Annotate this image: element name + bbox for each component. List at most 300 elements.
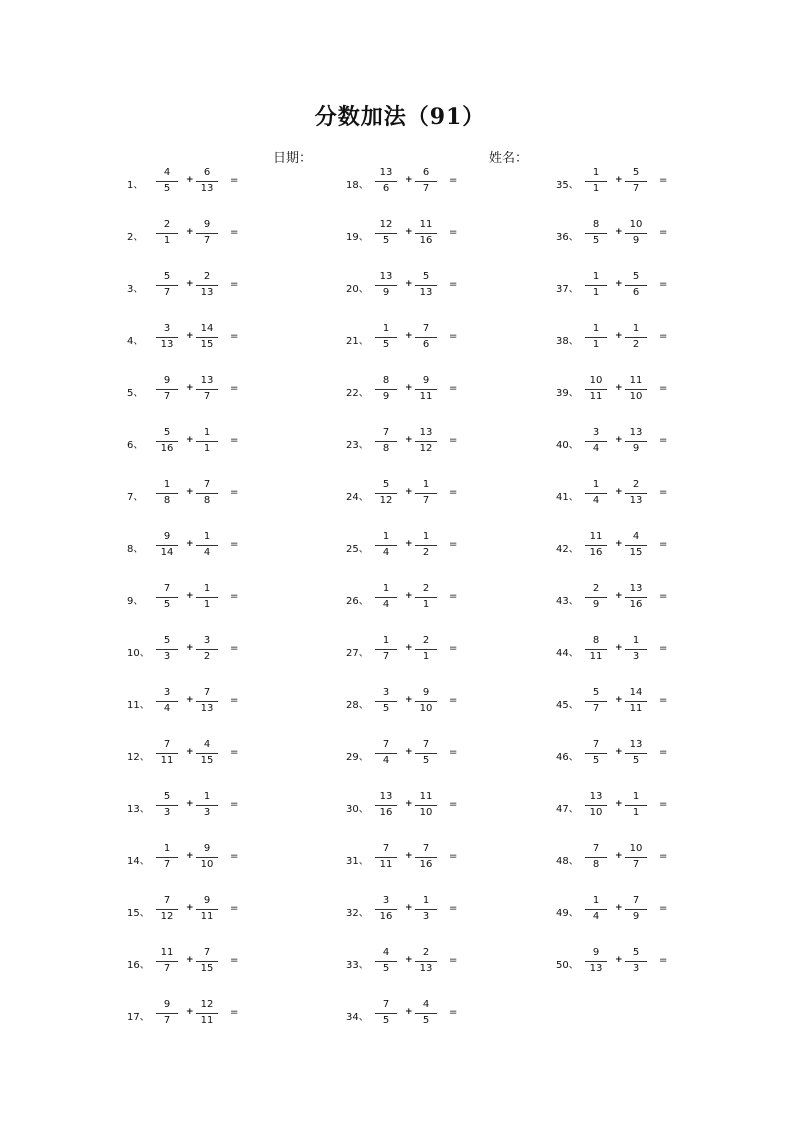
- denominator: 10: [419, 703, 433, 714]
- denominator: 5: [592, 235, 600, 246]
- problem-column-2: [346, 158, 526, 1042]
- fraction-bar: [375, 545, 397, 546]
- second-fraction: [625, 844, 647, 872]
- second-fraction: [415, 740, 437, 768]
- plus-sign: +: [186, 591, 194, 601]
- numerator: 7: [382, 427, 390, 438]
- fraction-bar: [585, 389, 607, 390]
- second-fraction: [415, 636, 437, 664]
- numerator: 1: [592, 323, 600, 334]
- denominator: 6: [422, 339, 430, 350]
- numerator: 1: [203, 531, 211, 542]
- second-fraction: [196, 324, 218, 352]
- equals-sign: =: [230, 851, 239, 862]
- equals-sign: =: [449, 903, 458, 914]
- fraction-bar: [375, 649, 397, 650]
- problem-number: 30、: [346, 804, 369, 815]
- problem-item: [346, 522, 526, 574]
- numerator: 7: [592, 843, 600, 854]
- second-fraction: [625, 220, 647, 248]
- equals-sign: =: [449, 695, 458, 706]
- denominator: 7: [163, 963, 171, 974]
- second-fraction: [625, 792, 647, 820]
- denominator: 9: [382, 287, 390, 298]
- equals-sign: =: [659, 851, 668, 862]
- problem-item: [346, 418, 526, 470]
- problem-item: [556, 678, 736, 730]
- first-fraction: [156, 1000, 178, 1028]
- second-fraction: [196, 532, 218, 560]
- first-fraction: [375, 272, 397, 300]
- denominator: 6: [632, 287, 640, 298]
- numerator: 13: [629, 739, 643, 750]
- plus-sign: +: [186, 1007, 194, 1017]
- fraction-bar: [375, 285, 397, 286]
- fraction-bar: [585, 441, 607, 442]
- first-fraction: [156, 376, 178, 404]
- numerator: 2: [203, 271, 211, 282]
- numerator: 7: [163, 739, 171, 750]
- denominator: 5: [632, 755, 640, 766]
- denominator: 8: [382, 443, 390, 454]
- fraction-bar: [196, 701, 218, 702]
- denominator: 1: [592, 339, 600, 350]
- numerator: 7: [632, 895, 640, 906]
- equals-sign: =: [449, 539, 458, 550]
- plus-sign: +: [186, 227, 194, 237]
- problem-item: [556, 574, 736, 626]
- fraction-bar: [625, 649, 647, 650]
- denominator: 14: [160, 547, 174, 558]
- fraction-bar: [196, 181, 218, 182]
- problem-number: 27、: [346, 648, 369, 659]
- second-fraction: [415, 272, 437, 300]
- second-fraction: [415, 532, 437, 560]
- fraction-bar: [625, 597, 647, 598]
- fraction-bar: [196, 857, 218, 858]
- numerator: 7: [592, 739, 600, 750]
- fraction-bar: [625, 337, 647, 338]
- numerator: 5: [422, 271, 430, 282]
- denominator: 4: [592, 911, 600, 922]
- denominator: 7: [632, 183, 640, 194]
- numerator: 13: [379, 791, 393, 802]
- plus-sign: +: [405, 903, 413, 913]
- denominator: 7: [203, 235, 211, 246]
- denominator: 5: [163, 599, 171, 610]
- problem-number: 32、: [346, 908, 369, 919]
- problem-number: 8、: [127, 544, 144, 555]
- plus-sign: +: [405, 227, 413, 237]
- equals-sign: =: [659, 175, 668, 186]
- denominator: 5: [163, 183, 171, 194]
- numerator: 9: [422, 375, 430, 386]
- first-fraction: [585, 584, 607, 612]
- plus-sign: +: [615, 279, 623, 289]
- fraction-bar: [196, 389, 218, 390]
- fraction-bar: [156, 285, 178, 286]
- fraction-bar: [415, 545, 437, 546]
- denominator: 1: [422, 599, 430, 610]
- second-fraction: [625, 480, 647, 508]
- numerator: 2: [163, 219, 171, 230]
- denominator: 4: [592, 495, 600, 506]
- fraction-bar: [375, 909, 397, 910]
- problem-item: [556, 522, 736, 574]
- fraction-bar: [585, 805, 607, 806]
- problem-number: 16、: [127, 960, 150, 971]
- plus-sign: +: [615, 383, 623, 393]
- problem-item: [127, 730, 307, 782]
- first-fraction: [375, 428, 397, 456]
- fraction-bar: [585, 649, 607, 650]
- first-fraction: [585, 740, 607, 768]
- fraction-bar: [585, 597, 607, 598]
- problem-number: 50、: [556, 960, 579, 971]
- numerator: 1: [382, 635, 390, 646]
- numerator: 2: [632, 479, 640, 490]
- numerator: 3: [382, 895, 390, 906]
- fraction-bar: [375, 701, 397, 702]
- first-fraction: [375, 1000, 397, 1028]
- numerator: 9: [422, 687, 430, 698]
- denominator: 8: [203, 495, 211, 506]
- problem-item: [346, 366, 526, 418]
- denominator: 3: [203, 807, 211, 818]
- equals-sign: =: [659, 227, 668, 238]
- numerator: 3: [382, 687, 390, 698]
- problem-column-3: [556, 158, 736, 990]
- problem-number: 5、: [127, 388, 144, 399]
- problem-number: 17、: [127, 1012, 150, 1023]
- equals-sign: =: [230, 175, 239, 186]
- first-fraction: [375, 792, 397, 820]
- first-fraction: [375, 220, 397, 248]
- numerator: 13: [379, 167, 393, 178]
- problem-item: [556, 886, 736, 938]
- numerator: 5: [632, 947, 640, 958]
- second-fraction: [196, 844, 218, 872]
- plus-sign: +: [615, 695, 623, 705]
- problem-number: 18、: [346, 180, 369, 191]
- numerator: 3: [163, 687, 171, 698]
- numerator: 5: [163, 271, 171, 282]
- denominator: 7: [203, 391, 211, 402]
- numerator: 3: [592, 427, 600, 438]
- fraction-bar: [585, 961, 607, 962]
- equals-sign: =: [230, 279, 239, 290]
- fraction-bar: [156, 805, 178, 806]
- fraction-bar: [585, 857, 607, 858]
- numerator: 1: [203, 427, 211, 438]
- first-fraction: [156, 948, 178, 976]
- problem-number: 46、: [556, 752, 579, 763]
- fraction-bar: [375, 597, 397, 598]
- second-fraction: [415, 844, 437, 872]
- equals-sign: =: [449, 279, 458, 290]
- numerator: 7: [163, 583, 171, 594]
- numerator: 1: [163, 843, 171, 854]
- fraction-bar: [415, 597, 437, 598]
- numerator: 5: [163, 791, 171, 802]
- numerator: 8: [382, 375, 390, 386]
- fraction-bar: [156, 441, 178, 442]
- fraction-bar: [625, 753, 647, 754]
- fraction-bar: [156, 909, 178, 910]
- numerator: 9: [203, 219, 211, 230]
- equals-sign: =: [230, 539, 239, 550]
- plus-sign: +: [186, 643, 194, 653]
- numerator: 8: [592, 635, 600, 646]
- first-fraction: [156, 428, 178, 456]
- denominator: 9: [632, 235, 640, 246]
- denominator: 15: [200, 339, 214, 350]
- problem-number: 40、: [556, 440, 579, 451]
- first-fraction: [585, 220, 607, 248]
- plus-sign: +: [615, 799, 623, 809]
- fraction-bar: [625, 493, 647, 494]
- fraction-bar: [375, 493, 397, 494]
- denominator: 12: [379, 495, 393, 506]
- denominator: 5: [422, 1015, 430, 1026]
- denominator: 15: [629, 547, 643, 558]
- numerator: 4: [163, 167, 171, 178]
- denominator: 1: [632, 807, 640, 818]
- fraction-bar: [196, 337, 218, 338]
- problem-number: 37、: [556, 284, 579, 295]
- denominator: 12: [419, 443, 433, 454]
- fraction-bar: [196, 493, 218, 494]
- second-fraction: [625, 532, 647, 560]
- plus-sign: +: [186, 695, 194, 705]
- problem-item: [346, 210, 526, 262]
- fraction-bar: [415, 493, 437, 494]
- denominator: 7: [592, 703, 600, 714]
- problem-number: 36、: [556, 232, 579, 243]
- fraction-bar: [196, 753, 218, 754]
- fraction-bar: [196, 233, 218, 234]
- numerator: 1: [632, 323, 640, 334]
- numerator: 1: [203, 791, 211, 802]
- denominator: 8: [592, 859, 600, 870]
- equals-sign: =: [659, 903, 668, 914]
- second-fraction: [415, 688, 437, 716]
- denominator: 11: [200, 1015, 214, 1026]
- second-fraction: [415, 584, 437, 612]
- problem-number: 2、: [127, 232, 144, 243]
- numerator: 1: [592, 895, 600, 906]
- plus-sign: +: [186, 903, 194, 913]
- fraction-bar: [625, 961, 647, 962]
- first-fraction: [375, 532, 397, 560]
- second-fraction: [415, 324, 437, 352]
- plus-sign: +: [186, 435, 194, 445]
- date-label: 日期：: [273, 151, 313, 166]
- first-fraction: [585, 376, 607, 404]
- denominator: 1: [592, 183, 600, 194]
- fraction-bar: [415, 649, 437, 650]
- first-fraction: [375, 636, 397, 664]
- problem-item: [346, 730, 526, 782]
- numerator: 13: [200, 375, 214, 386]
- problem-number: 15、: [127, 908, 150, 919]
- plus-sign: +: [615, 331, 623, 341]
- plus-sign: +: [405, 435, 413, 445]
- fraction-bar: [375, 181, 397, 182]
- equals-sign: =: [449, 643, 458, 654]
- problem-number: 39、: [556, 388, 579, 399]
- fraction-bar: [156, 961, 178, 962]
- numerator: 1: [592, 479, 600, 490]
- problem-column-1: [127, 158, 307, 1042]
- problem-item: [556, 262, 736, 314]
- first-fraction: [585, 428, 607, 456]
- denominator: 7: [422, 495, 430, 506]
- plus-sign: +: [615, 591, 623, 601]
- plus-sign: +: [615, 955, 623, 965]
- equals-sign: =: [230, 487, 239, 498]
- plus-sign: +: [405, 591, 413, 601]
- plus-sign: +: [186, 851, 194, 861]
- denominator: 1: [203, 443, 211, 454]
- second-fraction: [415, 428, 437, 456]
- problem-item: [556, 626, 736, 678]
- first-fraction: [156, 532, 178, 560]
- numerator: 2: [592, 583, 600, 594]
- equals-sign: =: [449, 1007, 458, 1018]
- problem-item: [127, 262, 307, 314]
- numerator: 11: [160, 947, 174, 958]
- problem-number: 25、: [346, 544, 369, 555]
- denominator: 12: [160, 911, 174, 922]
- numerator: 1: [632, 791, 640, 802]
- denominator: 16: [160, 443, 174, 454]
- denominator: 4: [382, 755, 390, 766]
- equals-sign: =: [449, 331, 458, 342]
- problem-number: 21、: [346, 336, 369, 347]
- problem-item: [127, 314, 307, 366]
- problem-item: [127, 366, 307, 418]
- second-fraction: [196, 896, 218, 924]
- numerator: 2: [422, 635, 430, 646]
- fraction-bar: [196, 805, 218, 806]
- problem-number: 23、: [346, 440, 369, 451]
- numerator: 11: [629, 375, 643, 386]
- problem-item: [556, 366, 736, 418]
- second-fraction: [196, 428, 218, 456]
- numerator: 6: [203, 167, 211, 178]
- first-fraction: [585, 948, 607, 976]
- equals-sign: =: [230, 747, 239, 758]
- first-fraction: [585, 844, 607, 872]
- plus-sign: +: [615, 175, 623, 185]
- numerator: 2: [422, 947, 430, 958]
- numerator: 2: [422, 583, 430, 594]
- problem-item: [127, 678, 307, 730]
- problem-number: 24、: [346, 492, 369, 503]
- fraction-bar: [375, 441, 397, 442]
- problem-item: [346, 470, 526, 522]
- fraction-bar: [415, 857, 437, 858]
- problem-number: 7、: [127, 492, 144, 503]
- plus-sign: +: [405, 383, 413, 393]
- first-fraction: [585, 480, 607, 508]
- denominator: 13: [419, 287, 433, 298]
- denominator: 2: [203, 651, 211, 662]
- fraction-bar: [196, 909, 218, 910]
- plus-sign: +: [186, 175, 194, 185]
- first-fraction: [156, 168, 178, 196]
- numerator: 11: [419, 219, 433, 230]
- denominator: 11: [589, 391, 603, 402]
- numerator: 12: [379, 219, 393, 230]
- plus-sign: +: [405, 955, 413, 965]
- problem-item: [346, 158, 526, 210]
- fraction-bar: [585, 545, 607, 546]
- denominator: 11: [160, 755, 174, 766]
- problem-number: 22、: [346, 388, 369, 399]
- denominator: 10: [629, 391, 643, 402]
- numerator: 3: [163, 323, 171, 334]
- numerator: 7: [203, 687, 211, 698]
- numerator: 1: [592, 271, 600, 282]
- problem-item: [127, 522, 307, 574]
- fraction-bar: [415, 805, 437, 806]
- problem-item: [346, 990, 526, 1042]
- first-fraction: [585, 168, 607, 196]
- denominator: 16: [419, 859, 433, 870]
- numerator: 13: [629, 583, 643, 594]
- numerator: 13: [589, 791, 603, 802]
- equals-sign: =: [230, 799, 239, 810]
- fraction-bar: [625, 389, 647, 390]
- problem-item: [346, 262, 526, 314]
- problem-item: [346, 938, 526, 990]
- numerator: 7: [203, 947, 211, 958]
- denominator: 3: [163, 651, 171, 662]
- denominator: 7: [632, 859, 640, 870]
- equals-sign: =: [659, 539, 668, 550]
- problem-number: 14、: [127, 856, 150, 867]
- denominator: 11: [589, 651, 603, 662]
- second-fraction: [625, 948, 647, 976]
- equals-sign: =: [449, 383, 458, 394]
- denominator: 16: [419, 235, 433, 246]
- numerator: 8: [592, 219, 600, 230]
- equals-sign: =: [659, 435, 668, 446]
- plus-sign: +: [186, 747, 194, 757]
- problem-item: [556, 418, 736, 470]
- second-fraction: [625, 272, 647, 300]
- denominator: 3: [632, 651, 640, 662]
- denominator: 9: [592, 599, 600, 610]
- denominator: 11: [379, 859, 393, 870]
- numerator: 13: [379, 271, 393, 282]
- problem-number: 47、: [556, 804, 579, 815]
- fraction-bar: [625, 285, 647, 286]
- equals-sign: =: [449, 487, 458, 498]
- first-fraction: [156, 792, 178, 820]
- plus-sign: +: [186, 487, 194, 497]
- problem-number: 3、: [127, 284, 144, 295]
- fraction-bar: [625, 909, 647, 910]
- equals-sign: =: [659, 955, 668, 966]
- plus-sign: +: [186, 331, 194, 341]
- numerator: 10: [629, 843, 643, 854]
- equals-sign: =: [230, 903, 239, 914]
- equals-sign: =: [659, 799, 668, 810]
- fraction-bar: [196, 597, 218, 598]
